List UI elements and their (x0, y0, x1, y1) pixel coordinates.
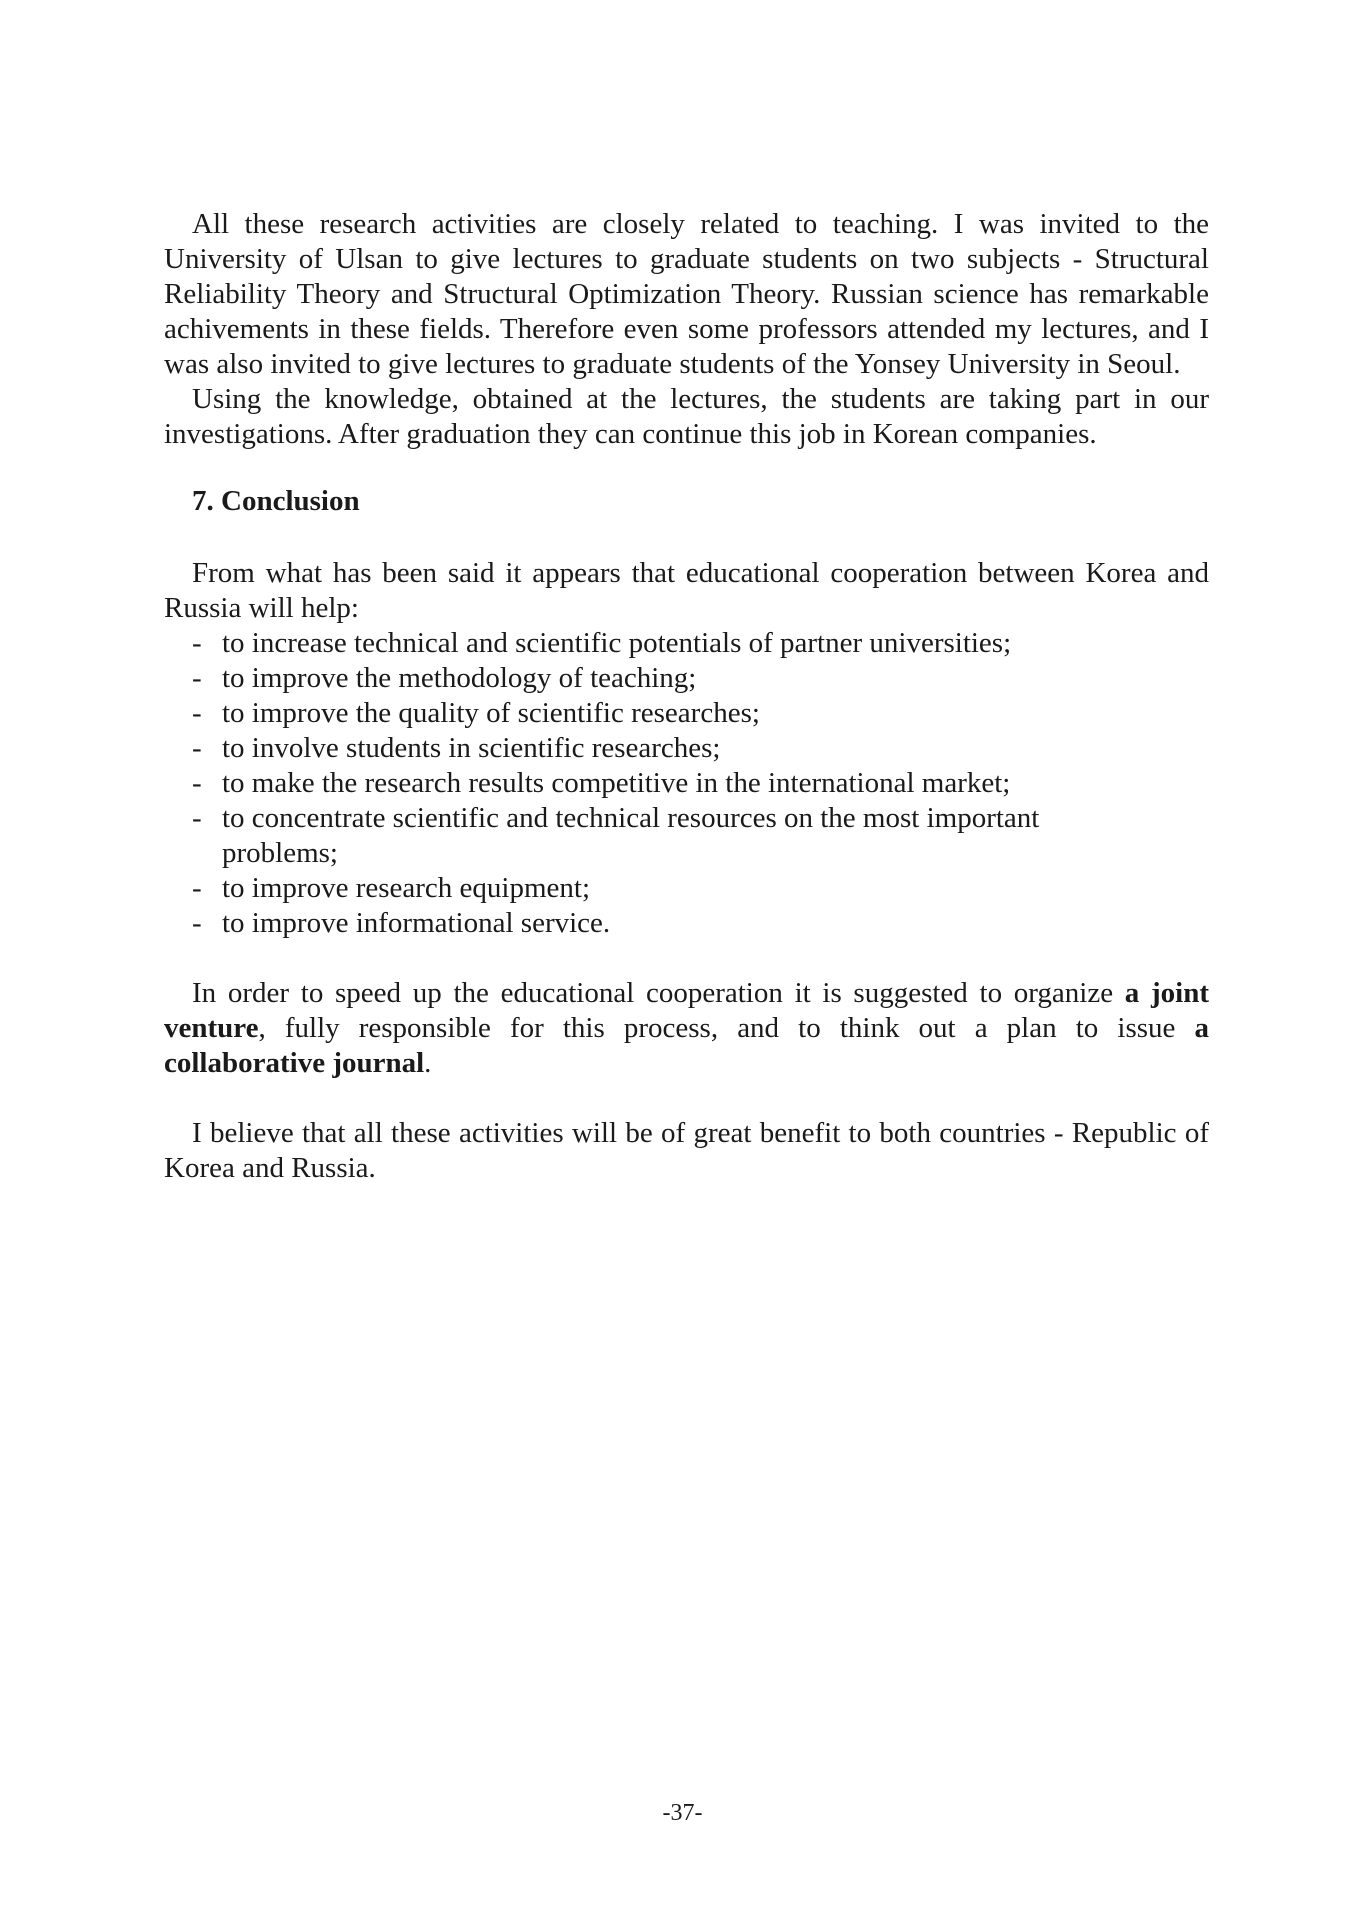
list-dash: - (192, 767, 202, 799)
list-dash: - (192, 627, 202, 659)
proposal-emphasis-journal: a collaborative journal (164, 1012, 1209, 1079)
proposal-emphasis-joint-venture: a joint venture (164, 977, 1210, 1044)
list-dash: - (192, 802, 202, 834)
paragraph-proposal (164, 976, 1209, 1081)
list-item-text: to improve the methodology of teaching; (222, 662, 697, 694)
list-item (164, 766, 1122, 801)
proposal-text-3: . (424, 1047, 432, 1079)
list-item-text: to concentrate scientific and technical resources on the most important problems; (222, 802, 1040, 869)
list-item-text: to increase technical and scientific potentials of partner universities; (222, 627, 1012, 659)
proposal-text-1: In order to speed up the educational cooperation it is suggested to organize (192, 977, 1125, 1009)
list-item-text: to improve research equipment; (222, 872, 591, 904)
list-dash: - (192, 907, 202, 939)
section-heading-conclusion: 7. Conclusion (192, 485, 360, 517)
list-item-text: to involve students in scientific researches; (222, 732, 721, 764)
list-item (164, 731, 1122, 766)
paragraph-teaching: All these research activities are closely related to teaching. I was invited to the University of Ulsan to give lectures to graduate students on two subjects - Structural Reliability Theory and Structural Optimization Theory. Russian science has remarkable achivements in these fields. Therefore even some professors attended my lectures, and I was also invited to give lectures to graduate students of the Yonsey University in Seoul. (164, 208, 1209, 380)
list-item (164, 696, 1122, 731)
list-item (164, 661, 1122, 696)
proposal-text-2: , fully responsible for this process, and to think out a plan to issue (258, 1012, 1195, 1044)
list-dash: - (192, 732, 202, 764)
list-item (164, 871, 1122, 906)
document-page (164, 207, 1209, 1186)
conclusion-list (164, 626, 1209, 941)
list-item-text: to improve informational service. (222, 907, 611, 939)
list-dash: - (192, 662, 202, 694)
list-dash: - (192, 697, 202, 729)
paragraph-conclusion-intro: From what has been said it appears that educational cooperation between Korea and Russia will help: (164, 557, 1209, 624)
page-number: -37- (662, 1800, 703, 1826)
paragraph-closing: I believe that all these activities will be of great benefit to both countries - Republic of Korea and Russia. (164, 1117, 1209, 1184)
list-dash: - (192, 872, 202, 904)
list-item-text: to improve the quality of scientific researches; (222, 697, 760, 729)
list-item (164, 626, 1122, 661)
list-item-text: to make the research results competitive in the international market; (222, 767, 1011, 799)
list-item (164, 801, 1122, 871)
list-item (164, 906, 1122, 941)
paragraph-students: Using the knowledge, obtained at the lectures, the students are taking part in our investigations. After graduation they can continue this job in Korean companies. (164, 383, 1209, 450)
